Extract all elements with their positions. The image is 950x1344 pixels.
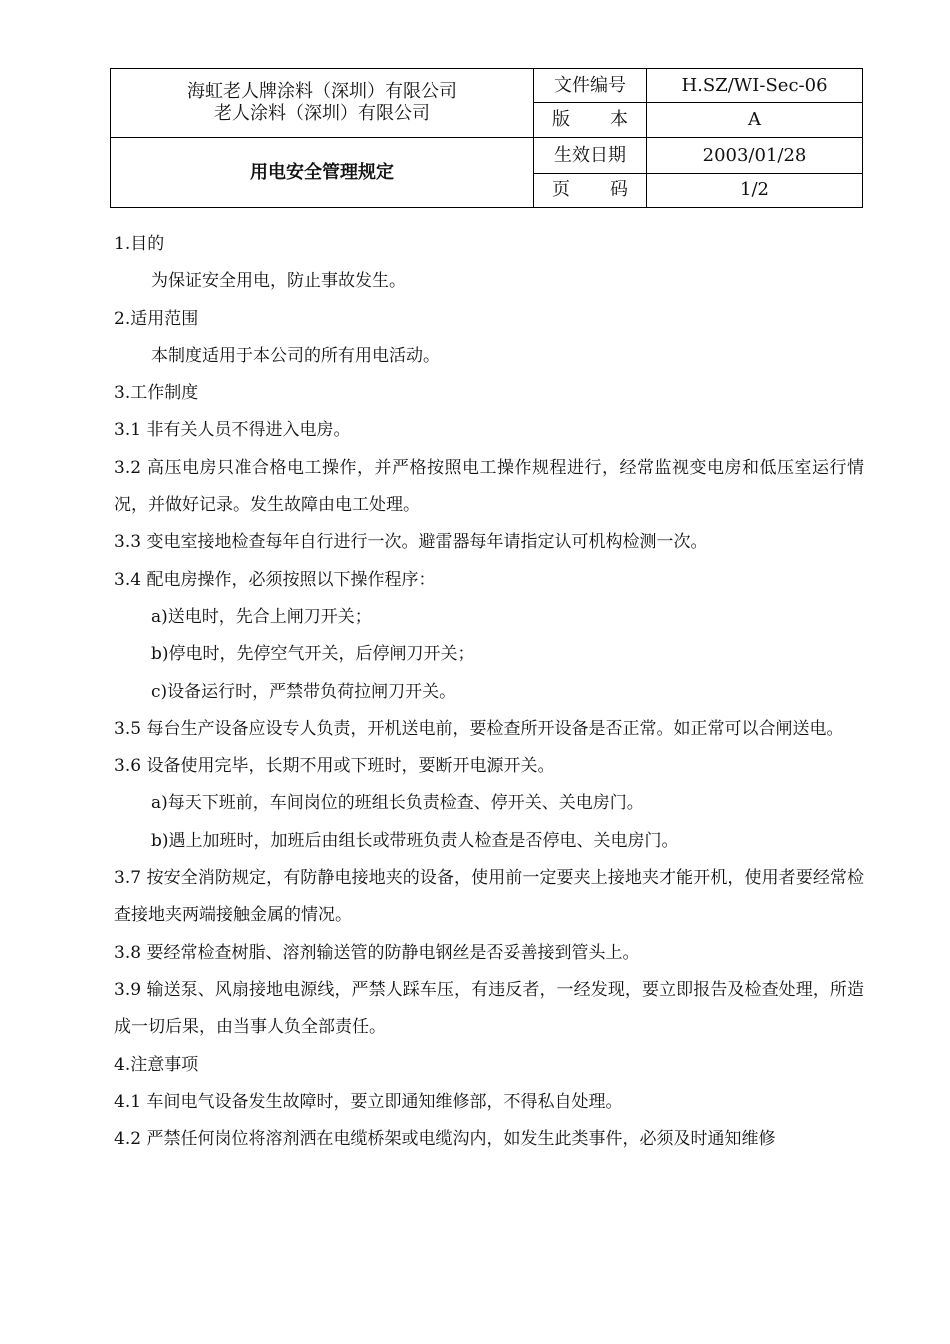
value-version: A	[647, 103, 863, 138]
body-paragraph: 2.适用范围	[114, 308, 199, 329]
body-paragraph: 1.目的	[114, 234, 165, 254]
body-paragraph: 4.2 严禁任何岗位将溶剂洒在电缆桥架或电缆沟内，如发生此类事件，必须及时通知维修	[114, 1129, 776, 1150]
company-name-2: 老人涂料（深圳）有限公司	[214, 103, 430, 125]
body-paragraph: 3.5 每台生产设备应设专人负责，开机送电前，要检查所开设备是否正常。如正常可以合闸送电。	[114, 718, 844, 739]
body-paragraph: b)停电时，先停空气开关，后停闸刀开关；	[151, 644, 475, 665]
label-effective-date: 生效日期	[534, 138, 647, 173]
document-title: 用电安全管理规定	[111, 138, 534, 208]
value-effective-date: 2003/01/28	[647, 138, 863, 173]
body-paragraph: 3.1 非有关人员不得进入电房。	[114, 420, 351, 441]
body-paragraph: a)每天下班前，车间岗位的班组长负责检查、停开关、关电房门。	[151, 793, 644, 814]
body-paragraph: 本制度适用于本公司的所有用电活动。	[151, 345, 440, 366]
label-doc-number: 文件编号	[534, 69, 647, 103]
body-paragraph: 3.7 按安全消防规定，有防静电接地夹的设备，使用前一定要夹上接地夹才能开机，使用者要经常检查接地夹两端接触金属的情况。	[114, 868, 864, 926]
document-body	[114, 226, 864, 1158]
body-paragraph: 3.8 要经常检查树脂、溶剂输送管的防静电钢丝是否妥善接到管头上。	[114, 942, 640, 963]
body-paragraph: 为保证安全用电，防止事故发生。	[151, 271, 406, 292]
body-paragraph: 3.6 设备使用完毕，长期不用或下班时，要断开电源开关。	[114, 756, 555, 777]
body-paragraph: a)送电时，先合上闸刀开关；	[151, 606, 372, 627]
body-paragraph: c)设备运行时，严禁带负荷拉闸刀开关。	[151, 681, 457, 702]
label-version: 版 本	[534, 103, 647, 138]
body-paragraph: 3.工作制度	[114, 383, 199, 404]
label-page-number: 页 码	[534, 173, 647, 207]
value-page-number: 1/2	[647, 173, 863, 207]
body-paragraph: 3.2 高压电房只准合格电工操作，并严格按照电工操作规程进行，经常监视变电房和低压室运行情况，并做好记录。发生故障由电工处理。	[114, 457, 864, 516]
body-paragraph: 3.3 变电室接地检查每年自行进行一次。避雷器每年请指定认可机构检测一次。	[114, 532, 708, 553]
company-name-1: 海虹老人牌涂料（深圳）有限公司	[187, 81, 457, 103]
body-paragraph: 3.4 配电房操作，必须按照以下操作程序：	[114, 569, 436, 590]
body-paragraph: 4.1 车间电气设备发生故障时，要立即通知维修部，不得私自处理。	[114, 1091, 623, 1112]
company-names-cell	[111, 69, 534, 138]
body-paragraph: 3.9 输送泵、风扇接地电源线，严禁人踩车压，有违反者，一经发现，要立即报告及检查处理，所造成一切后果，由当事人负全部责任。	[114, 979, 864, 1038]
body-paragraph: 4.注意事项	[114, 1054, 199, 1075]
value-doc-number: H.SZ/WI-Sec-06	[647, 69, 863, 103]
document-header-table	[110, 68, 863, 208]
body-paragraph: b)遇上加班时，加班后由组长或带班负责人检查是否停电、关电房门。	[151, 830, 679, 851]
